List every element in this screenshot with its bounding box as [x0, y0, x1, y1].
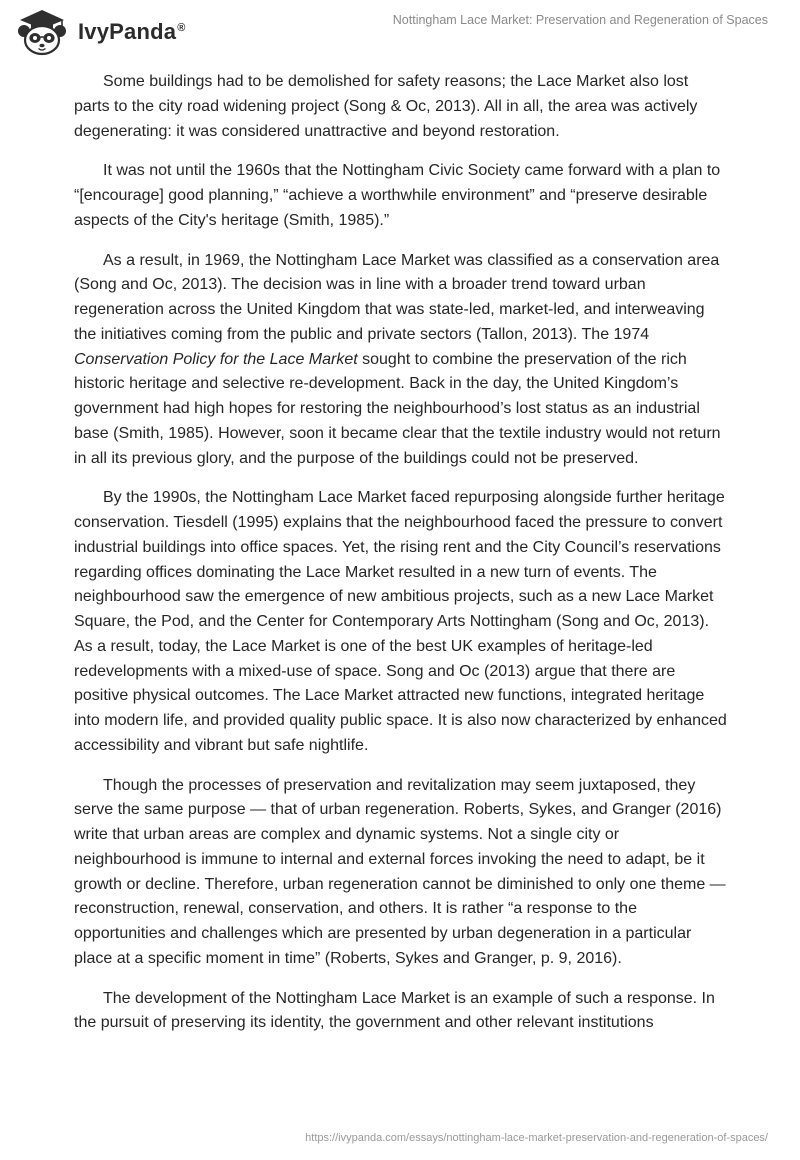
paragraph: Some buildings had to be demolished for safety reasons; the Lace Market also lost parts to the city road widening project (Song & Oc, 2013). All in all, the area was actively degenerating: it was considered unattractive and beyond restoration.	[74, 73, 698, 140]
page-header	[0, 0, 800, 62]
paragraph: It was not until the 1960s that the Nottingham Civic Society came forward with a plan to “[encourage] good planning,” “achieve a worthwhile environment” and “preserve desirable aspects of the City's heritage (Smith, 1985).”	[74, 162, 721, 229]
policy-title: Conservation Policy for the Lace Market	[74, 350, 358, 368]
paragraph	[74, 249, 728, 472]
source-url[interactable]: https://ivypanda.com/essays/nottingham-lace-market-preservation-and-regeneration-of-spaces/	[305, 1132, 768, 1144]
brand-logo[interactable]	[14, 7, 186, 57]
registered-mark: ®	[177, 21, 186, 34]
essay-title: Nottingham Lace Market: Preservation and Regeneration of Spaces	[392, 13, 768, 27]
paragraph: Though the processes of preservation and revitalization may seem juxtaposed, they serve the same purpose — that of urban regeneration. Roberts, Sykes, and Granger (2016) write that urban areas are complex and dynamic systems. Not a single city or neighbourhood is immune to internal and external forces invoking the need to adapt, be it growth or decline. Therefore, urban regeneration cannot be diminished to only one theme — reconstruction, renewal, conservation, and others. It is rather “a response to the opportunities and challenges which are presented by urban degeneration in a particular place at a specific moment in time” (Roberts, Sykes and Granger, p. 9, 2016).	[74, 776, 726, 967]
essay-body	[74, 70, 728, 1051]
paragraph-text: As a result, in 1969, the Nottingham Lace Market was classified as a conservation area (Song and Oc, 2013). The decision was in line with a broader trend toward urban regeneration across the United Kingdom that was state-led, market-led, and interweaving the initiatives coming from the public and private sectors (Tallon, 2013). The 1974	[74, 251, 720, 343]
panda-graduate-icon	[14, 7, 70, 57]
paragraph-text: sought to combine the preservation of the rich historic heritage and selective re-development. Back in the day, the United Kingdom’s government had high hopes for restoring the neighbourhood’s lost status as an industrial base (Smith, 1985). However, soon it became clear that the textile industry would not return in all its previous glory, and the purpose of the buildings could not be preserved.	[74, 350, 721, 467]
brand-name-text: IvyPanda	[78, 19, 177, 44]
paragraph: The development of the Nottingham Lace Market is an example of such a response. In the pursuit of preserving its identity, the government and other relevant institutions	[74, 989, 715, 1032]
paragraph: By the 1990s, the Nottingham Lace Market faced repurposing alongside further heritage conservation. Tiesdell (1995) explains that the neighbourhood faced the pressure to convert industrial buildings into office spaces. Yet, the rising rent and the City Council’s reservations regarding offices dominating the Lace Market resulted in a new turn of events. The neighbourhood saw the emergence of new ambitious projects, such as a new Lace Market Square, the Pod, and the Center for Contemporary Arts Nottingham (Song and Oc, 2013). As a result, today, the Lace Market is one of the best UK examples of heritage-led redevelopments with a mixed-use of space. Song and Oc (2013) argue that there are positive physical outcomes. The Lace Market attracted new functions, integrated heritage into modern life, and provided quality public space. It is also now characterized by enhanced accessibility and vibrant but safe nightlife.	[74, 489, 727, 754]
brand-name	[78, 19, 186, 45]
